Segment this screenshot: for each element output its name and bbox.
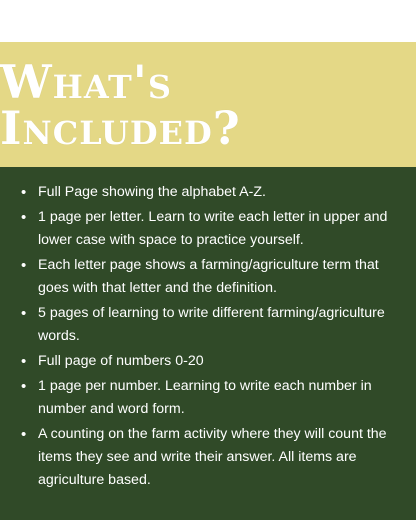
bullet-dot: •	[21, 257, 27, 274]
bullet-dot: •	[21, 305, 27, 322]
title-banner	[0, 42, 416, 167]
list-item	[20, 181, 396, 204]
list-item	[20, 254, 396, 300]
list-item	[20, 375, 396, 421]
list-item-text: Full page of numbers 0-20	[38, 353, 204, 369]
list-item	[20, 302, 396, 348]
list-item	[20, 423, 396, 492]
list-item-text: 5 pages of learning to write different farming/agriculture words.	[38, 305, 385, 344]
list-item-text: Each letter page shows a farming/agriculture term that goes with that letter and the definition.	[38, 257, 379, 296]
list-item-text: A counting on the farm activity where they will count the items they see and write their answer. All items are agriculture based.	[38, 426, 387, 488]
list-item-text: 1 page per letter. Learn to write each letter in upper and lower case with space to practice yourself.	[38, 209, 388, 248]
bullet-dot: •	[21, 353, 27, 370]
list-item	[20, 350, 396, 373]
bullet-dot: •	[21, 209, 27, 226]
page-title: What's Included?	[0, 54, 241, 155]
top-white-strip	[0, 0, 416, 42]
included-list	[20, 181, 396, 492]
list-item-text: 1 page per number. Learning to write each number in number and word form.	[38, 378, 372, 417]
included-content	[0, 167, 416, 520]
bullet-dot: •	[21, 426, 27, 443]
list-item-text: Full Page showing the alphabet A-Z.	[38, 184, 266, 200]
bullet-dot: •	[21, 184, 27, 201]
list-item	[20, 206, 396, 252]
bullet-dot: •	[21, 378, 27, 395]
